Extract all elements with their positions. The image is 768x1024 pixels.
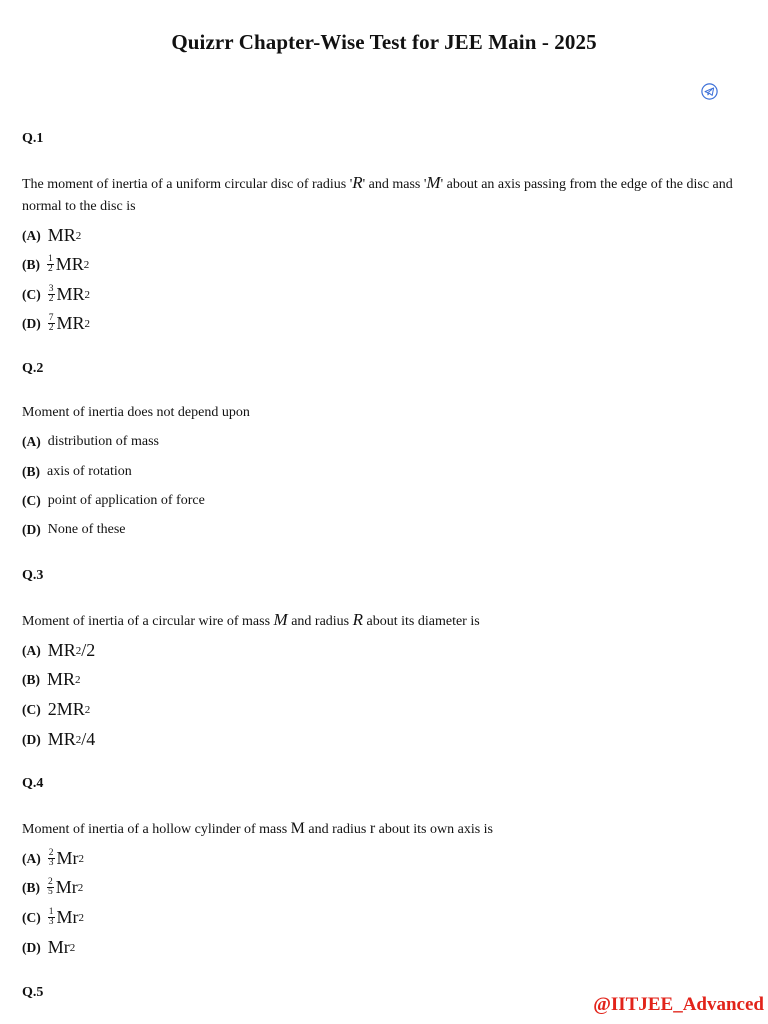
option-a[interactable] (22, 225, 81, 246)
question-text (22, 609, 746, 633)
math-var: r (369, 820, 376, 837)
option-label: (D) (22, 315, 41, 331)
option-value: $\frac{2}{3}$ Mr 2 (48, 848, 84, 868)
option-text: distribution of mass (47, 434, 159, 449)
option-d[interactable] (22, 729, 95, 750)
text-part: ' and mass ' (362, 177, 427, 192)
fraction: $\frac{2}{3}$ (48, 848, 54, 868)
text-part: about its diameter is (363, 614, 480, 629)
option-value: Mr 2 (47, 937, 76, 957)
option-value: $\frac{3}{2}$ MR 2 (48, 284, 91, 304)
option-label: (A) (22, 850, 41, 866)
option-value: $\frac{1}{2}$ MR 2 (48, 254, 90, 274)
text-part: Moment of inertia of a hollow cylinder of mass (22, 822, 291, 837)
option-value: MR 2 /4 (47, 729, 96, 749)
question-number: Q.4 (22, 776, 44, 791)
question-text (22, 172, 746, 218)
option-a[interactable] (22, 848, 84, 869)
option-label: (B) (22, 879, 40, 895)
option-b[interactable] (22, 464, 132, 480)
question-number: Q.2 (22, 361, 44, 376)
option-a[interactable] (22, 434, 159, 450)
question-text (22, 402, 746, 424)
option-label: (C) (22, 909, 41, 925)
telegram-icon-graphic (701, 83, 718, 100)
fraction: $\frac{1}{3}$ (48, 907, 54, 927)
option-c[interactable] (22, 284, 90, 305)
option-c[interactable] (22, 907, 84, 928)
option-label: (C) (22, 493, 41, 508)
option-label: (B) (22, 464, 40, 479)
text-part: The moment of inertia of a uniform circular disc of radius ' (22, 177, 353, 192)
math-var: R (352, 173, 363, 192)
option-b[interactable] (22, 669, 81, 690)
option-label: (D) (22, 731, 41, 747)
fraction: $\frac{7}{2}$ (48, 313, 54, 333)
option-a[interactable] (22, 640, 95, 661)
math-var: M (273, 610, 288, 629)
option-c[interactable] (22, 493, 205, 509)
option-b[interactable] (22, 877, 83, 898)
text-part: about its own axis is (375, 822, 494, 837)
question-number: Q.3 (22, 568, 44, 583)
option-text: point of application of force (47, 493, 205, 508)
option-value: $\frac{2}{5}$ Mr 2 (48, 877, 84, 897)
text-part: Moment of inertia does not depend upon (22, 405, 250, 420)
option-value: $\frac{7}{2}$ MR 2 (48, 313, 91, 333)
option-label: (A) (22, 227, 41, 243)
option-value: MR 2 (47, 669, 81, 689)
option-d[interactable] (22, 522, 126, 538)
option-value: 2MR 2 (47, 699, 91, 719)
option-d[interactable] (22, 313, 90, 334)
telegram-icon[interactable] (701, 83, 718, 100)
option-value: $\frac{1}{3}$ Mr 2 (48, 907, 84, 927)
page-title: Quizrr Chapter-Wise Test for JEE Main - 2025 (171, 30, 597, 54)
question-number: Q.1 (22, 131, 44, 146)
option-label: (B) (22, 671, 40, 687)
option-label: (D) (22, 522, 41, 537)
text-part: ' about an axis passing from the edge of the disc and normal to the disc is (22, 177, 733, 214)
math-var: R (352, 610, 364, 629)
option-label: (C) (22, 286, 41, 302)
option-c[interactable] (22, 699, 90, 720)
math-var: M (290, 820, 305, 837)
option-label: (A) (22, 434, 41, 449)
fraction: $\frac{1}{2}$ (48, 254, 53, 274)
option-text: None of these (47, 522, 126, 537)
question-text (22, 818, 746, 841)
option-label: (C) (22, 701, 41, 717)
option-value: MR 2 /2 (47, 640, 96, 660)
text-part: Moment of inertia of a circular wire of mass (22, 614, 274, 629)
fraction: $\frac{2}{5}$ (48, 877, 53, 897)
option-d[interactable] (22, 937, 75, 958)
option-label: (B) (22, 256, 40, 272)
option-b[interactable] (22, 254, 89, 275)
text-part: and radius (304, 822, 370, 837)
option-value: MR 2 (47, 225, 82, 245)
option-label: (D) (22, 939, 41, 955)
text-part: and radius (287, 614, 353, 629)
question-number: Q.5 (22, 985, 44, 1000)
option-text: axis of rotation (47, 464, 132, 479)
fraction: $\frac{3}{2}$ (48, 284, 54, 304)
option-label: (A) (22, 642, 41, 658)
math-var: M (426, 173, 441, 192)
channel-watermark: @IITJEE_Advanced (593, 994, 764, 1015)
